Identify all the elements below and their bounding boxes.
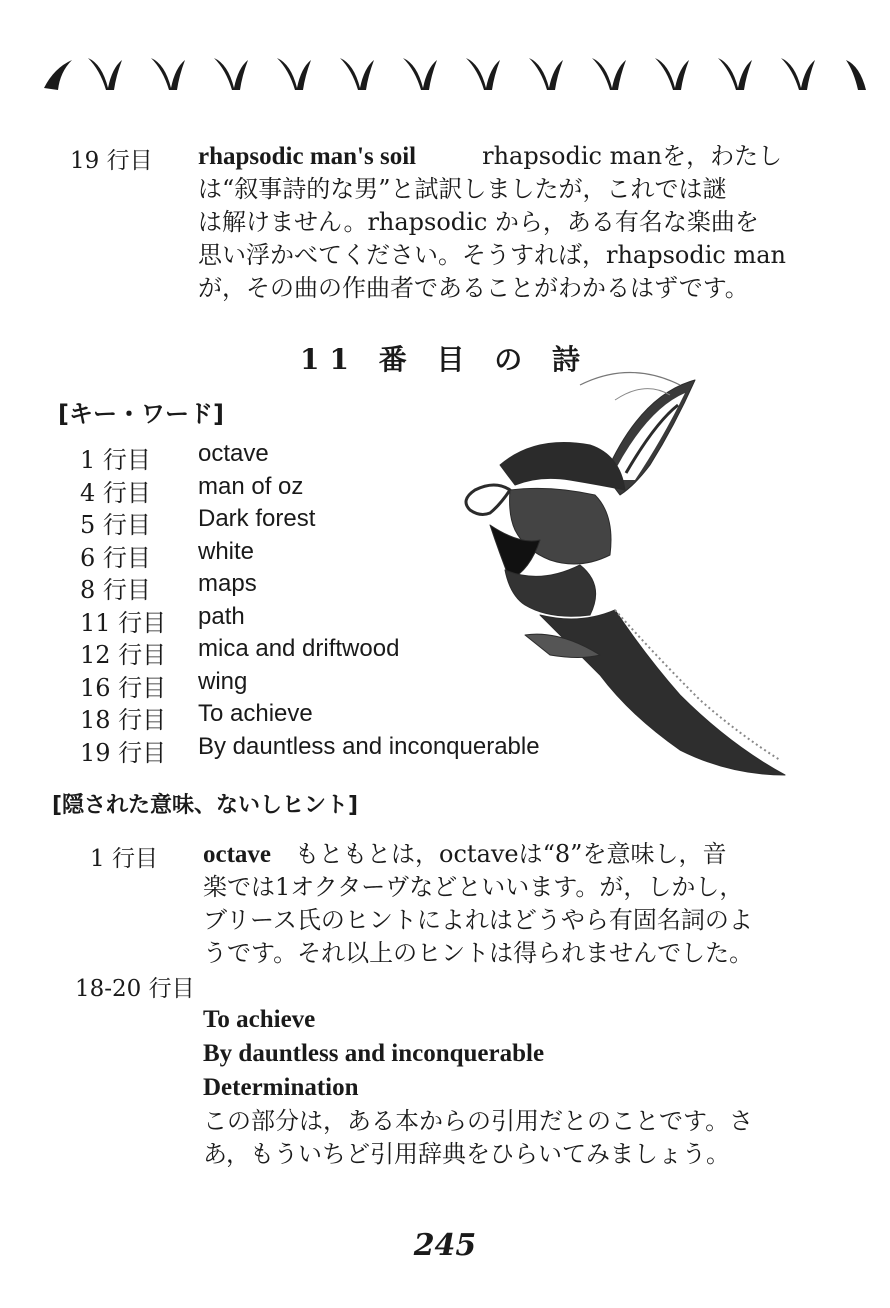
border-motif (151, 58, 185, 90)
hint-first-line (203, 838, 833, 871)
note-line: は“叙事詩的な男”と試訳しましたが，これでは謎 (198, 175, 727, 203)
keyword-line: 18 行目 (80, 706, 167, 734)
note-line: は解けません。rhapsodic から，ある有名な楽曲を (198, 208, 759, 236)
quote-line: Determination (203, 1074, 359, 1101)
keyword-word: man of oz (198, 472, 304, 500)
keyword-line: 5 行目 (80, 511, 151, 539)
hint-first-line-rest: もともとは，octaveは“8”を意味し，音 (271, 840, 727, 868)
hint-line: 楽では1オクターヴなどといいます。が，しかし， (203, 873, 744, 901)
explanation-line: この部分は，ある本からの引用だとのことです。さ (203, 1107, 754, 1135)
border-motif (655, 58, 689, 90)
border-motif (781, 58, 815, 90)
keyword-word: wing (198, 667, 248, 695)
note-line: 思い浮かべてください。そうすれば，rhapsodic man (198, 241, 786, 269)
quote-line: By dauntless and inconquerable (203, 1040, 545, 1067)
hint-line: うです。それ以上のヒントは得られませんでした。 (203, 939, 754, 967)
keyword-word: path (198, 602, 245, 630)
hint-18-20-body (203, 1003, 823, 1171)
border-motif (340, 58, 374, 90)
page-number: 245 (413, 1228, 477, 1263)
keyword-line: 19 行目 (80, 738, 167, 767)
note-line-label: 19 行目 (70, 148, 153, 174)
border-motif (846, 60, 866, 90)
border-motif (592, 58, 626, 90)
hint-line-label: 1 行目 (90, 846, 158, 872)
keyword-line: 1 行目 (80, 446, 151, 474)
keyword-word: white (198, 537, 255, 565)
keyword-line: 6 行目 (80, 543, 151, 572)
note-line: が，その曲の作曲者であることがわかるはずです。 (198, 274, 749, 302)
quote-line: To achieve (203, 1006, 316, 1033)
border-motif (466, 58, 500, 90)
border-motif (88, 58, 122, 90)
keyword-word: maps (198, 570, 257, 597)
keyword-word: Dark forest (198, 505, 316, 532)
hint-term: octave (203, 841, 272, 868)
border-motif (403, 58, 437, 90)
note-first-line (198, 140, 838, 173)
hints-title: [隠された意味、ないしヒント] (52, 793, 359, 818)
note-term: rhapsodic man's soil (198, 143, 417, 170)
keyword-word: To achieve (198, 700, 313, 727)
border-motif (718, 58, 752, 90)
keywords-title: [キー・ワード] (58, 400, 224, 428)
explanation-line: あ，もういちど引用辞典をひらいてみましょう。 (203, 1140, 731, 1168)
border-motif (277, 58, 311, 90)
keyword-line: 11 行目 (80, 608, 167, 637)
keyword-line: 4 行目 (80, 478, 151, 507)
border-motif (529, 58, 563, 90)
section-heading: 11 番 目 の 詩 (300, 343, 590, 376)
hint-18-20-label: 18-20 行目 (75, 976, 195, 1002)
border-motif (214, 58, 248, 90)
decorative-border (40, 50, 870, 94)
keyword-word: mica and driftwood (198, 635, 400, 662)
keyword-line: 8 行目 (80, 576, 151, 604)
keyword-line: 16 行目 (80, 673, 167, 702)
keyword-line: 12 行目 (80, 641, 167, 669)
keyword-word: By dauntless and inconquerable (198, 732, 540, 760)
hint-line: ブリース氏のヒントによれはどうやら有固名詞のよ (203, 906, 753, 934)
keyword-word: octave (198, 440, 269, 467)
note-first-line-rest: rhapsodic manを，わたし (482, 142, 783, 170)
